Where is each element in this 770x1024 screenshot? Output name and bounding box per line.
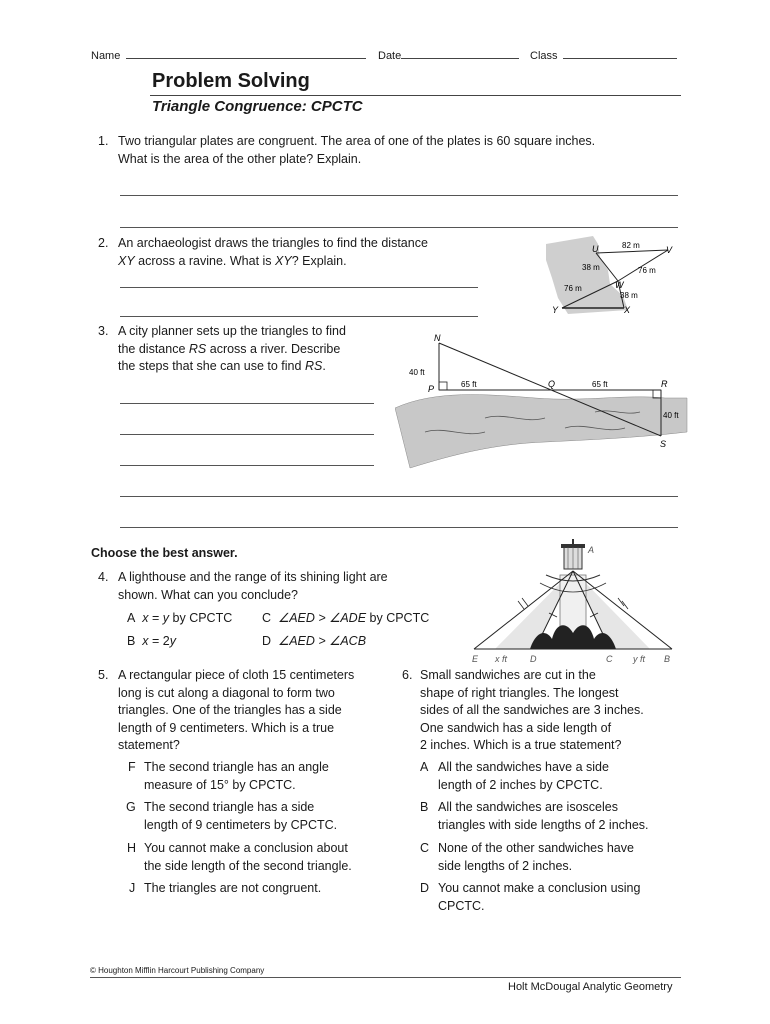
copyright-text: © Houghton Mifflin Harcourt Publishing Company — [90, 966, 265, 975]
option-c[interactable]: C ∠AED > ∠ADE by CPCTC — [262, 611, 430, 625]
question-number: 6. — [402, 668, 413, 682]
page-title: Problem Solving — [152, 70, 310, 92]
question-text: Small sandwiches are cut in the — [420, 668, 596, 682]
question-text: XY across a ravine. What is XY? Explain. — [118, 253, 347, 268]
question-text: One sandwich has a side length of — [420, 720, 612, 735]
question-text: shape of right triangles. The longest — [420, 685, 619, 700]
question-number: 3. — [98, 324, 109, 338]
class-label: Class — [530, 50, 558, 62]
question-text: 2 inches. Which is a true statement? — [420, 738, 622, 752]
label-x: X — [624, 305, 631, 315]
answer-line[interactable] — [120, 227, 678, 228]
name-field[interactable] — [91, 50, 366, 62]
label-e: E — [472, 654, 479, 664]
book-title: Holt McDougal Analytic Geometry — [508, 981, 673, 993]
tick-mark — [518, 601, 524, 609]
question-text: A lighthouse and the range of its shining light are — [118, 570, 388, 584]
question-5 — [98, 667, 398, 755]
question-text: length of 9 centimeters. Which is a true — [118, 720, 335, 735]
option-d-q6[interactable]: D You cannot make a conclusion using CPCTC. — [420, 881, 641, 913]
name-label: Name — [91, 50, 121, 62]
label-rs-40ft: 40 ft — [663, 411, 679, 420]
option-c-q6[interactable]: C None of the other sandwiches have side lengths of 2 inches. — [420, 841, 634, 873]
label-r: R — [661, 379, 668, 389]
option-a[interactable]: A x = y by CPCTC — [127, 611, 233, 625]
question-4 — [98, 569, 438, 604]
answer-line[interactable] — [120, 195, 678, 196]
answer-line[interactable] — [120, 465, 374, 466]
lighthouse-figure — [460, 535, 686, 667]
question-1 — [98, 133, 688, 168]
ravine-figure — [538, 236, 688, 318]
option-h[interactable]: H You cannot make a conclusion about the side length of the second triangle. — [127, 841, 352, 873]
label-v: V — [666, 245, 673, 255]
label-x-ft: x ft — [495, 654, 508, 664]
page-subtitle: Triangle Congruence: CPCTC — [152, 98, 363, 115]
question-2 — [98, 235, 498, 270]
option-f[interactable]: F The second triangle has an angle measure of 15° by CPCTC. — [128, 760, 329, 792]
answer-line[interactable] — [120, 496, 678, 497]
question-3 — [98, 323, 388, 376]
label-pq-65ft: 65 ft — [461, 380, 477, 389]
answer-line[interactable] — [120, 316, 478, 317]
question-text: sides of all the sandwiches are 3 inches. — [420, 703, 644, 717]
answer-line[interactable] — [120, 403, 374, 404]
label-uw-38m: 38 m — [582, 263, 600, 272]
river-shape — [395, 395, 687, 468]
right-angle-p — [439, 382, 447, 390]
river-figure — [395, 328, 690, 470]
question-number: 1. — [98, 134, 109, 148]
title-rule — [150, 95, 681, 96]
date-field[interactable] — [378, 50, 519, 62]
label-np-40ft: 40 ft — [409, 368, 425, 377]
question-text: Two triangular plates are congruent. The area of one of the plates is 60 square inches. — [118, 134, 596, 148]
date-label: Date — [378, 50, 402, 62]
label-a: A — [588, 545, 595, 555]
question-text: An archaeologist draws the triangles to find the distance — [118, 236, 428, 250]
question-number: 5. — [98, 668, 109, 682]
label-yw-76m: 76 m — [564, 284, 582, 293]
label-d: D — [530, 654, 537, 664]
label-u: U — [592, 244, 599, 254]
label-c: C — [606, 654, 613, 664]
tick-mark — [522, 598, 528, 606]
question-text: A city planner sets up the triangles to find — [118, 324, 346, 338]
question-text: long is cut along a diagonal to form two — [118, 685, 335, 700]
right-angle-r — [653, 390, 661, 398]
question-text: shown. What can you conclude? — [118, 587, 298, 602]
label-s: S — [660, 439, 667, 449]
footer-rule — [90, 977, 681, 978]
option-g[interactable]: G The second triangle has a side length of 9 centimeters by CPCTC. — [126, 800, 338, 832]
question-text: triangles. One of the triangles has a side — [118, 703, 342, 717]
question-number: 4. — [98, 570, 109, 584]
option-b-q6[interactable]: B All the sandwiches are isosceles triangles with side lengths of 2 inches. — [420, 800, 649, 832]
lighthouse-spire — [572, 539, 574, 544]
ravine-shape — [546, 236, 628, 314]
answer-line[interactable] — [120, 434, 374, 435]
option-b[interactable]: B x = 2y — [127, 634, 176, 648]
question-text: What is the area of the other plate? Explain. — [118, 151, 362, 166]
label-w: W — [615, 280, 624, 290]
question-text: A rectangular piece of cloth 15 centimeters — [118, 668, 355, 682]
label-wv-76m: 76 m — [638, 266, 656, 275]
question-6 — [402, 667, 692, 755]
question-text: the steps that she can use to find RS. — [118, 359, 326, 373]
segment-uv — [596, 250, 668, 253]
question-text: statement? — [118, 738, 180, 752]
label-y: Y — [552, 305, 559, 315]
section-heading: Choose the best answer. — [91, 546, 238, 560]
label-qr-65ft: 65 ft — [592, 380, 608, 389]
label-wx-38m: 38 m — [620, 291, 638, 300]
label-n: N — [434, 333, 441, 343]
option-a-q6[interactable]: A All the sandwiches have a side length of 2 inches by CPCTC. — [420, 760, 609, 792]
option-j[interactable]: J The triangles are not congruent. — [129, 881, 322, 895]
option-d[interactable]: D ∠AED > ∠ACB — [262, 634, 367, 648]
label-82m: 82 m — [622, 241, 640, 250]
answer-line[interactable] — [120, 527, 678, 528]
label-b: B — [664, 654, 671, 664]
label-y-ft: y ft — [633, 654, 646, 664]
answer-line[interactable] — [120, 287, 478, 288]
label-q: Q — [548, 379, 556, 389]
label-p: P — [428, 384, 435, 394]
class-field[interactable] — [530, 50, 677, 62]
question-number: 2. — [98, 236, 109, 250]
question-text: the distance RS across a river. Describe — [118, 341, 341, 356]
